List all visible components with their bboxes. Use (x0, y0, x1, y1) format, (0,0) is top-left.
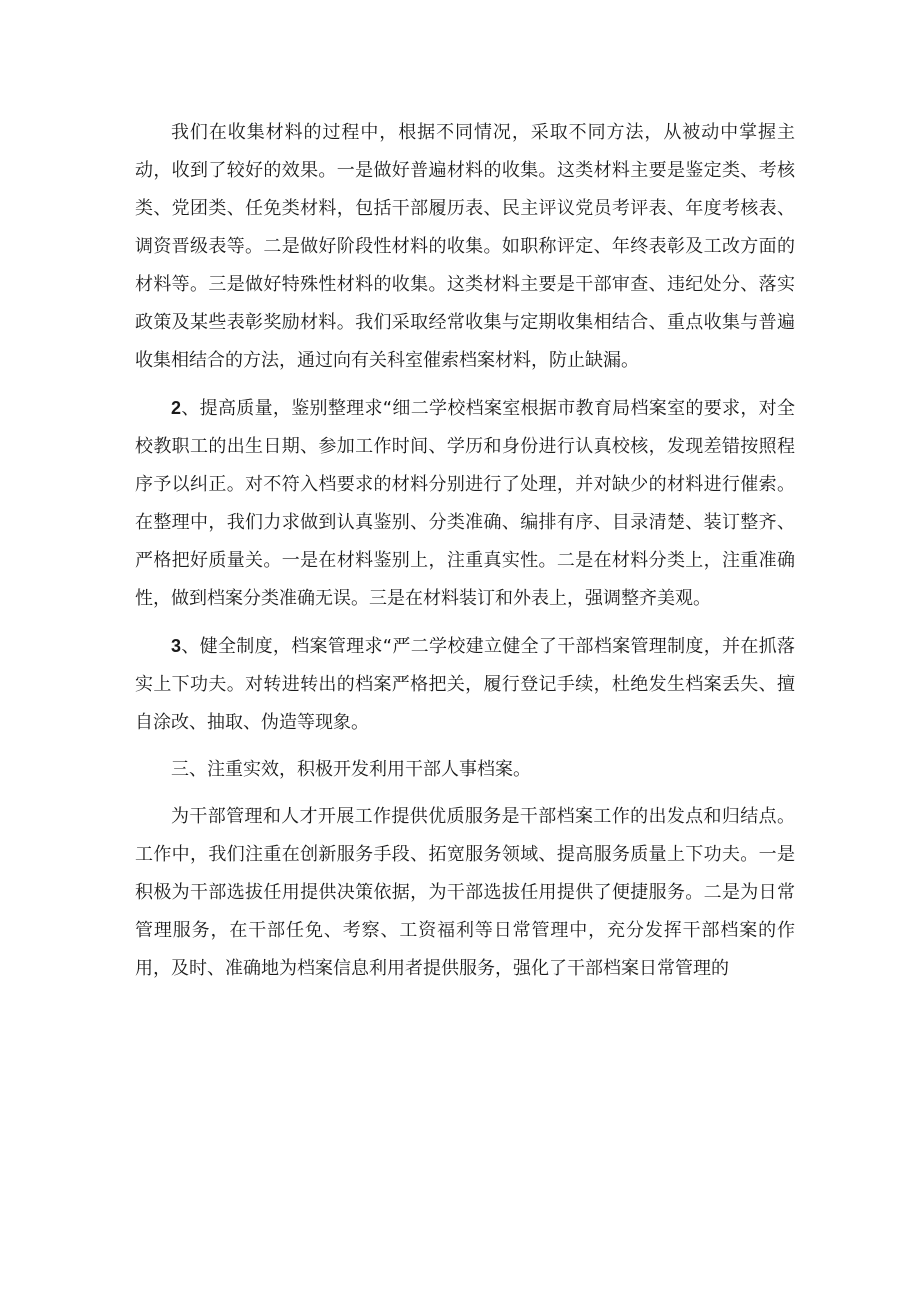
paragraph-text: 我们在收集材料的过程中，根据不同情况，采取不同方法，从被动中掌握主动，收到了较好的效果。一是做好普遍材料的收集。这类材料主要是鉴定类、考核类、党团类、任免类材料，包括干部履历表、民主评议党员考评表、年度考核表、调资晋级表等。二是做好阶段性材料的收集。如职称评定、年终表彰及工改方面的材料等。三是做好特殊性材料的收集。这类材料主要是干部审查、违纪处分、落实政策及某些表彰奖励材料。我们采取经常收集与定期收集相结合、重点收集与普遍收集相结合的方法，通过向有关科室催索档案材料，防止缺漏。 (135, 122, 795, 371)
section-heading-3 (135, 751, 795, 789)
paragraph-collection (135, 114, 795, 380)
paragraph-system (135, 627, 795, 742)
paragraph-number: 2 (171, 398, 182, 418)
paragraph-number: 3 (171, 636, 182, 656)
paragraph-service (135, 798, 795, 988)
paragraph-text: 、提高质量，鉴别整理求“细二学校档案室根据市教育局档案室的要求，对全校教职工的出生日期、参加工作时间、学历和身份进行认真校核，发现差错按照程序予以纠正。对不符入档要求的材料分别进行了处理，并对缺少的材料进行催索。在整理中，我们力求做到认真鉴别、分类准确、编排有序、目录清楚、装订整齐、严格把好质量关。一是在材料鉴别上，注重真实性。二是在材料分类上，注重准确性，做到档案分类准确无误。三是在材料装订和外表上，强调整齐美观。 (135, 398, 795, 609)
paragraph-text: 为干部管理和人才开展工作提供优质服务是干部档案工作的出发点和归结点。工作中，我们注重在创新服务手段、拓宽服务领域、提高服务质量上下功夫。一是积极为干部选拔任用提供决策依据，为干部选拔任用提供了便捷服务。二是为日常管理服务，在干部任免、考察、工资福利等日常管理中，充分发挥干部档案的作用，及时、准确地为档案信息利用者提供服务，强化了干部档案日常管理的 (135, 806, 795, 979)
heading-text: 三、注重实效，积极开发利用干部人事档案。 (171, 759, 531, 780)
paragraph-text: 、健全制度，档案管理求“严二学校建立健全了干部档案管理制度，并在抓落实上下功夫。对转进转出的档案严格把关，履行登记手续，杜绝发生档案丢失、擅自涂改、抽取、伪造等现象。 (135, 636, 795, 733)
document-body (135, 114, 795, 997)
paragraph-quality (135, 389, 795, 618)
